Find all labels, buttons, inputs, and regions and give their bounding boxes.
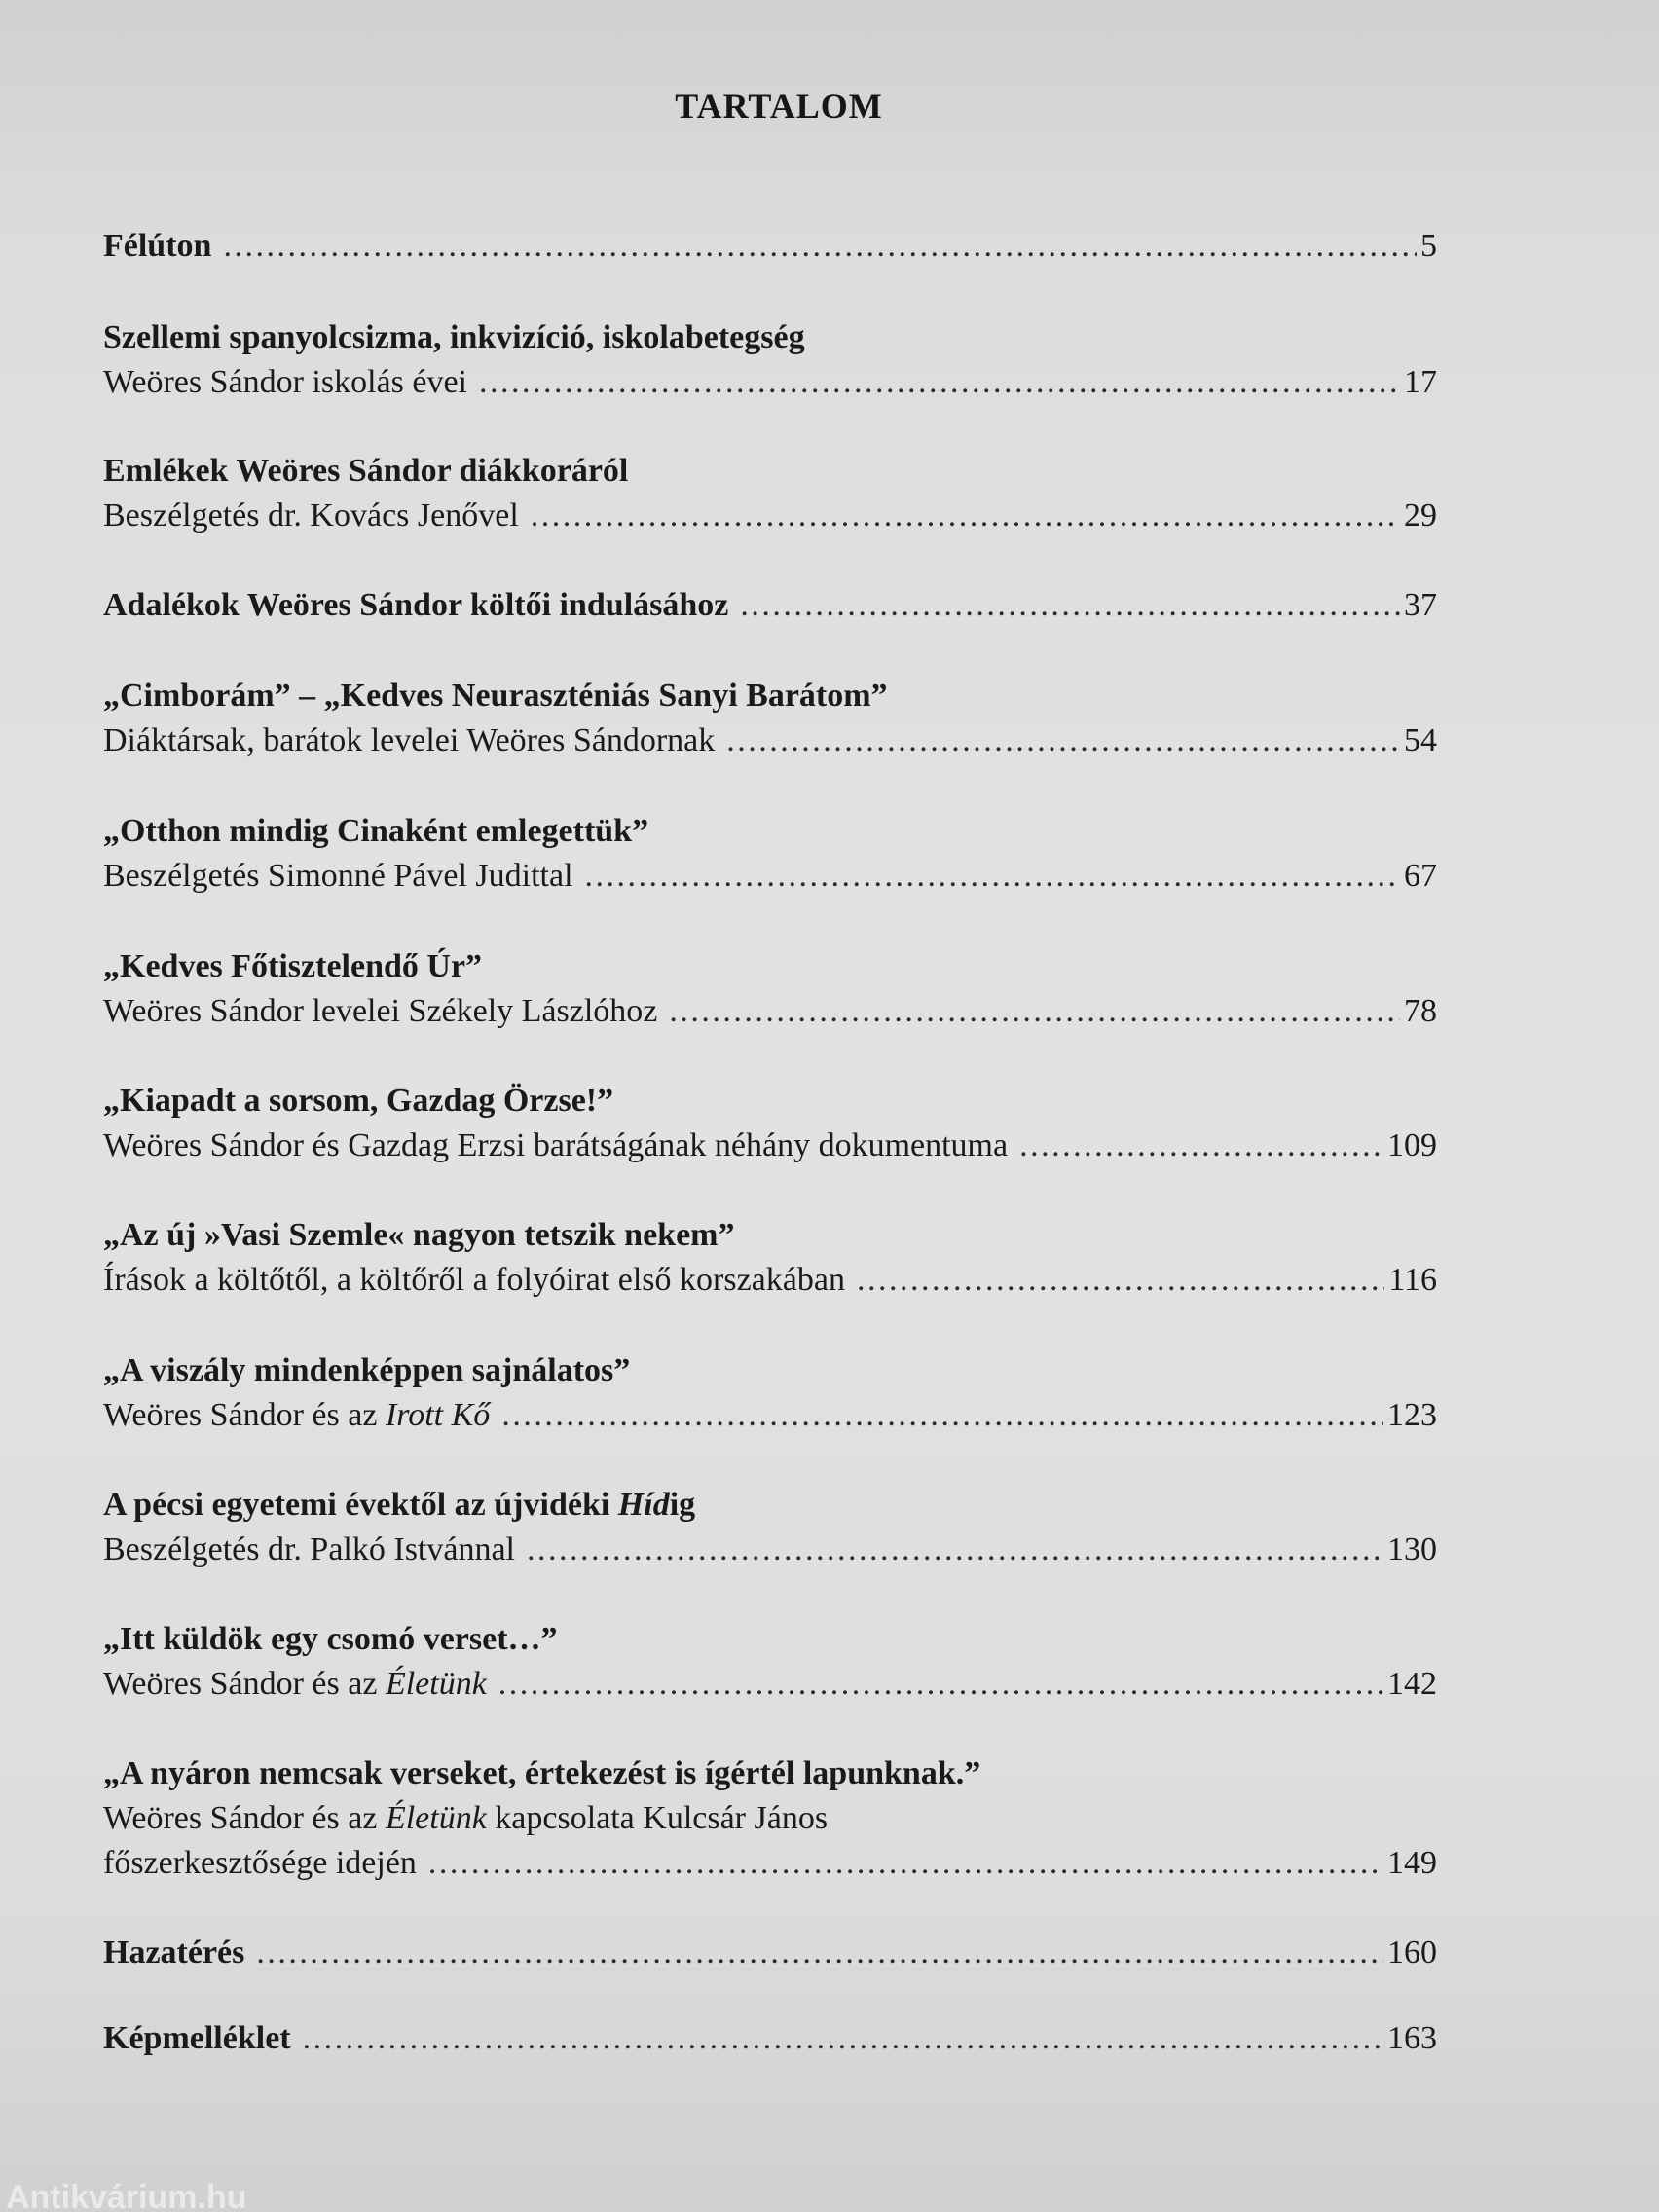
dot-leader	[428, 1841, 1383, 1886]
toc-page-number: 37	[1404, 587, 1437, 623]
toc-line	[103, 1483, 1437, 1528]
toc-line	[103, 1124, 1437, 1168]
dot-leader	[585, 854, 1400, 899]
toc-heading: „Itt küldök egy csomó verset…”	[103, 1621, 558, 1657]
toc-entry	[103, 1483, 1437, 1572]
toc-heading: Félúton	[103, 228, 212, 264]
toc-line	[103, 494, 1437, 538]
toc-page-number: 54	[1404, 722, 1437, 758]
toc-entry	[103, 583, 1437, 628]
toc-line	[103, 854, 1437, 899]
toc-entry	[103, 315, 1437, 405]
toc-heading: „Kiapadt a sorsom, Gazdag Örzse!”	[103, 1083, 614, 1119]
toc-heading: Hazatérés	[103, 1935, 245, 1971]
toc-heading-text: A pécsi egyetemi évektől az újvidéki	[103, 1487, 618, 1523]
toc-subtitle-italic: Életünk	[385, 1800, 487, 1836]
toc-heading: Emlékek Weöres Sándor diákkoráról	[103, 453, 629, 489]
toc-heading: „Kedves Főtisztelendő Úr”	[103, 948, 483, 984]
toc-line	[103, 1841, 1437, 1886]
toc-heading: Képmelléklet	[103, 2020, 291, 2056]
toc-line	[103, 315, 1437, 360]
toc-heading-italic: Híd	[617, 1487, 670, 1523]
toc-line	[103, 583, 1437, 628]
toc-heading: „Cimborám” – „Kedves Neuraszténiás Sanyi Barátom”	[103, 678, 888, 714]
dot-leader	[498, 1662, 1383, 1707]
toc-subtitle-text: Weöres Sándor és az	[103, 1666, 386, 1702]
toc-entry	[103, 809, 1437, 899]
toc-line	[103, 1751, 1437, 1796]
toc-entry	[103, 2016, 1437, 2061]
toc-heading	[103, 1483, 695, 1528]
toc-page-number: 109	[1387, 1127, 1437, 1163]
toc-line	[103, 360, 1437, 405]
toc-entry	[103, 1348, 1437, 1438]
toc-page-number: 160	[1387, 1935, 1437, 1971]
toc-subtitle: Beszélgetés dr. Kovács Jenővel	[103, 498, 519, 534]
toc-entry	[103, 674, 1437, 763]
toc-line	[103, 674, 1437, 719]
toc-line	[103, 1079, 1437, 1124]
toc-entry	[103, 1213, 1437, 1303]
toc-subtitle	[103, 1393, 490, 1438]
toc-entry	[103, 449, 1437, 538]
toc-entry	[103, 944, 1437, 1034]
toc-line	[103, 224, 1437, 269]
toc-line	[103, 1617, 1437, 1662]
toc-line	[103, 1931, 1437, 1975]
toc-subtitle-text: Weöres Sándor és az	[103, 1800, 386, 1836]
toc-subtitle: Beszélgetés Simonné Pável Judittal	[103, 858, 573, 894]
toc-subtitle-text: Weöres Sándor és az	[103, 1397, 386, 1433]
toc-page-number: 130	[1387, 1531, 1437, 1567]
dot-leader	[726, 719, 1400, 763]
toc-heading: „A nyáron nemcsak verseket, értekezést is ígértél lapunknak.”	[103, 1755, 981, 1791]
toc-page-number: 78	[1404, 993, 1437, 1029]
toc-subtitle: Weöres Sándor levelei Székely Lászlóhoz	[103, 993, 658, 1029]
dot-leader	[527, 1528, 1383, 1572]
toc-line	[103, 1528, 1437, 1572]
dot-leader	[501, 1393, 1383, 1438]
toc-line	[103, 944, 1437, 989]
dot-leader	[669, 989, 1400, 1034]
toc-page-number: 29	[1404, 498, 1437, 534]
dot-leader	[479, 360, 1400, 405]
toc-line	[103, 989, 1437, 1034]
toc-line	[103, 2016, 1437, 2061]
dot-leader	[857, 1258, 1384, 1303]
toc-page-number: 163	[1387, 2020, 1437, 2056]
toc-subtitle	[103, 1796, 828, 1841]
toc-subtitle-italic: Irott Kő	[385, 1397, 491, 1433]
toc-line	[103, 449, 1437, 494]
dot-leader	[223, 224, 1417, 269]
toc-entry	[103, 1617, 1437, 1707]
dot-leader	[531, 494, 1400, 538]
toc-page-number: 142	[1387, 1666, 1437, 1702]
toc-page-number: 149	[1387, 1845, 1437, 1881]
toc-subtitle: Weöres Sándor és Gazdag Erzsi barátságának néhány dokumentuma	[103, 1127, 1009, 1163]
dot-leader	[256, 1931, 1383, 1975]
toc-subtitle: főszerkesztősége idején	[103, 1845, 417, 1881]
toc-heading: Szellemi spanyolcsizma, inkvizíció, iskolabetegség	[103, 319, 805, 355]
toc-entry	[103, 1751, 1437, 1886]
toc-line	[103, 1348, 1437, 1393]
toc-entry	[103, 224, 1437, 269]
toc-subtitle	[103, 1662, 487, 1707]
toc-page-number: 116	[1388, 1262, 1437, 1298]
toc-heading: „Az új »Vasi Szemle« nagyon tetszik nekem”	[103, 1217, 735, 1253]
dot-leader	[740, 583, 1400, 628]
toc-line	[103, 1258, 1437, 1303]
toc-line	[103, 809, 1437, 854]
toc-line	[103, 1393, 1437, 1438]
toc-heading-text: ig	[669, 1487, 696, 1523]
toc-subtitle-text: kapcsolata Kulcsár János	[486, 1800, 829, 1836]
toc-line	[103, 719, 1437, 763]
toc-heading: Adalékok Weöres Sándor költői indulásához	[103, 587, 729, 623]
page-title: TARTALOM	[675, 87, 883, 126]
toc-subtitle: Beszélgetés dr. Palkó Istvánnal	[103, 1531, 516, 1567]
toc-line	[103, 1213, 1437, 1258]
toc-line	[103, 1796, 1437, 1841]
dot-leader	[1019, 1124, 1383, 1168]
dot-leader	[303, 2016, 1383, 2061]
toc-page-number: 67	[1404, 858, 1437, 894]
toc-heading: „A viszály mindenképpen sajnálatos”	[103, 1352, 631, 1388]
toc-subtitle: Weöres Sándor iskolás évei	[103, 364, 467, 400]
toc-entry	[103, 1079, 1437, 1168]
toc-line	[103, 1662, 1437, 1707]
toc-page-number: 5	[1420, 228, 1437, 264]
toc-page-number: 123	[1387, 1397, 1437, 1433]
toc-page-number: 17	[1404, 364, 1437, 400]
toc-subtitle: Diáktársak, barátok levelei Weöres Sándornak	[103, 722, 716, 758]
toc-heading: „Otthon mindig Cinaként emlegettük”	[103, 813, 649, 849]
watermark: Antikvárium.hu	[6, 2183, 247, 2212]
toc-subtitle: Írások a költőtől, a költőről a folyóirat első korszakában	[103, 1262, 845, 1298]
toc-subtitle-italic: Életünk	[385, 1666, 487, 1702]
toc-entry	[103, 1931, 1437, 1975]
